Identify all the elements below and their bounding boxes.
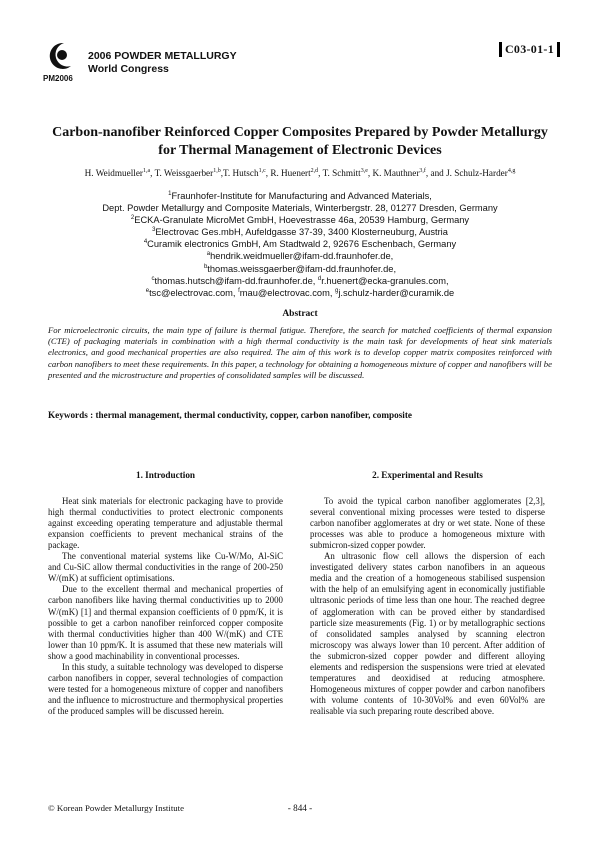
paper-code: C03-01-1 [499, 42, 560, 57]
affiliation-1: $^1$Fraunhofer-Institute for Manufacturing and Advanced Materials, [168, 191, 432, 201]
section-heading: 2. Experimental and Results [372, 470, 483, 480]
abstract-heading: Abstract [282, 309, 318, 319]
email-e-f-g: $^e$tsc@electrovac.com, $^f$mau@electrovac.com, $^g$j.schulz-harder@curamik.de [145, 287, 455, 298]
author-list [30, 167, 570, 179]
logo-text: PM2006 [43, 74, 73, 83]
pm2006-logo [40, 40, 80, 84]
paragraph: To avoid the typical carbon nanofiber agglomerates [2,3], several conventional mixing processes were tested to disperse carbon nanofiber agglomerates at dry or wet state. None of these processes was able to produce a homogeneous mixture with submicron-sized copper powder. [310, 496, 545, 551]
paragraph: The conventional material systems like Cu-W/Mo, Al-SiC and Cu-SiC allow thermal conductivities in the range of 200-250 W/(mK) at sufficient optimisations. [48, 551, 283, 584]
page-number: - 844 - [287, 803, 313, 813]
title-line-2: for Thermal Management of Electronic Devices [158, 143, 442, 158]
email-c-d: $^c$thomas.hutsch@ifam-dd.fraunhofer.de, $^d$r.huenert@ecka-granules.com, [151, 275, 449, 286]
author: T. Schmitt$^{3,e}$, [322, 168, 373, 178]
paper-title [40, 124, 560, 160]
author: J. Schulz-Harder$^{4,g}$ [446, 168, 516, 178]
author: T. Weissgaerber$^{1,b}$, [154, 168, 223, 178]
paragraph: An ultrasonic flow cell allows the dispersion of each investigated delivery states carbon nanofibers in an aqueous media and the creation of a homogeneous stabilised suspension with the help of an emulsifying agent in economically justifiable ultrasonic periods of time less than one hour. The reached degree of agglomeration with can be proved either by standardised particle size measurements (Fig. 1) or by metallographic sections of consolidated samples analysed by scanning electron microscopy was always lower than 10 percent. After addition of the submicron-sized copper powder and different alloying elements and redispersion the suspensions were tried at elevated temperatures and deoxidised at reducing atmosphere. Homogeneous mixtures of copper powder and carbon nanofibers with volume contents of 10-30Vol% and even 60Vol% are realisable via such preparing route described above. [310, 551, 545, 716]
abstract-text: For microelectronic circuits, the main type of failure is thermal fatigue. Therefore, the search for matched coefficients of thermal expansion (CTE) of packaging materials in combination with a high thermal conductivity is the main task for developments of heat sink materials electronics, and good mechanical properties are also required. The aim of this work is to develop copper matrix composites reinforced with carbon nanofibers to meet these requirements. In this paper, a technology for obtaining a homogeneous mixture of copper and nanofibers will be presented and the microstructure and properties of consolidated samples will be discussed. [48, 325, 552, 380]
paragraph: Heat sink materials for electronic packaging have to provide high thermal conductivities to protect electronic components against exceeding operating temperature and adjustable thermal expansion coefficients to prevent mechanical strains of the package. [48, 496, 283, 551]
email-b: $^b$thomas.weissgaerber@ifam-dd.fraunhofer.de, [203, 263, 397, 274]
keywords: Keywords : thermal management, thermal conductivity, copper, carbon nanofiber, composite [48, 410, 412, 420]
affiliation-4: $^4$Curamik electronics GmbH, Am Stadtwald 2, 92676 Eschenbach, Germany [143, 239, 457, 250]
conference-line-1: 2006 POWDER METALLURGY [88, 50, 237, 62]
copyright-notice: © Korean Powder Metallurgy Institute [48, 803, 185, 813]
author: R. Huenert$^{2,d}$, [270, 168, 323, 178]
author: K. Mauthner$^{3,f}$, and [372, 168, 447, 178]
email-a: $^a$hendrik.weidmueller@ifam-dd.fraunhofer.de, [206, 251, 394, 262]
conference-line-2: World Congress [88, 63, 169, 75]
author: T. Hutsch$^{1,c}$, [223, 168, 271, 178]
author: H. Weidmueller$^{1,a}$, [84, 168, 155, 178]
section-heading: 1. Introduction [135, 470, 196, 480]
affiliation-3: $^3$Electrovac Ges.mbH, Aufeldgasse 37-39, 3400 Klosterneuburg, Austria [152, 227, 448, 238]
column-right [310, 470, 545, 717]
title-line-1: Carbon-nanofiber Reinforced Copper Composites Prepared by Powder Metallurgy [52, 125, 548, 140]
affiliation-1-dept: Dept. Powder Metallurgy and Composite Materials, Winterbergstr. 28, 01277 Dresden, Germany [102, 203, 498, 214]
paragraph: In this study, a suitable technology was developed to disperse carbon nanofibers in copper, several technologies of compaction were tested for a homogeneous mixture of copper and nanofibers and the influence to microstructure and thermophysical properties of the produced samples will be discussed herein. [48, 661, 283, 716]
affiliation-2: $^2$ECKA-Granulate MicroMet GmbH, Hoevestrasse 46a, 20539 Hamburg, Germany [130, 215, 470, 226]
affiliations [30, 190, 570, 299]
paragraph: Due to the excellent thermal and mechanical properties of carbon nanofibers like having thermal conductivities up to 2000 W/(mK) [1] and thermal expansion coefficients of 0 ppm/K, it is possible to get a carbon nanofiber reinforced copper composite with thermal conductivities higher than 400 W/(mK) and CTE lower than 10 ppm/K. It is assumed that these new materials will show a good machinability in conventional processes. [48, 584, 283, 661]
conference-name [88, 50, 237, 76]
column-left [48, 470, 283, 717]
